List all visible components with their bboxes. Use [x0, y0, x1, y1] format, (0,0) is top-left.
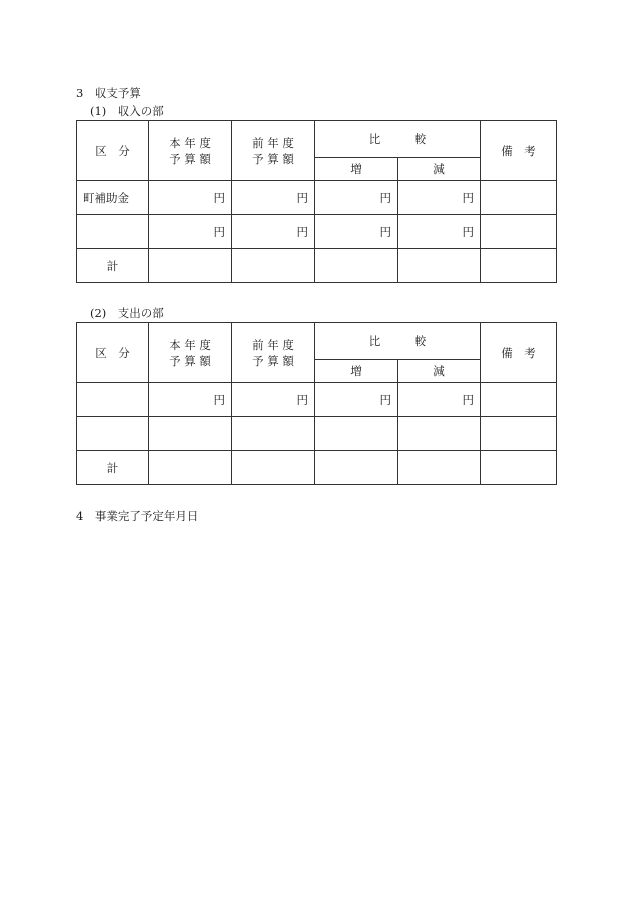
- row-current: 円: [149, 383, 232, 417]
- expense-section-title: (2) 支出の部: [90, 306, 164, 320]
- total-remarks: [481, 451, 557, 485]
- header-current-budget: [149, 121, 232, 181]
- total-remarks: [481, 249, 557, 283]
- total-decrease: [398, 249, 481, 283]
- expense-table: [76, 322, 557, 485]
- total-label: 計: [77, 451, 149, 485]
- total-increase: [315, 249, 398, 283]
- header-previous-line2: 予 算 額: [252, 151, 294, 166]
- row-increase: 円: [315, 215, 398, 249]
- header-increase: 増: [315, 158, 398, 181]
- row-decrease: [398, 417, 481, 451]
- row-remarks: [481, 417, 557, 451]
- row-category: 町補助金: [77, 181, 149, 215]
- header-current-line2: 予 算 額: [169, 151, 211, 166]
- header-decrease: 減: [398, 158, 481, 181]
- row-category: [77, 215, 149, 249]
- header-previous-budget: [232, 121, 315, 181]
- income-table: [76, 120, 557, 283]
- table-row: [77, 383, 557, 417]
- total-previous: [232, 249, 315, 283]
- table-header-row: [77, 121, 557, 158]
- row-category: [77, 383, 149, 417]
- header-previous-line1: 前 年 度: [252, 337, 294, 352]
- total-current: [149, 249, 232, 283]
- total-current: [149, 451, 232, 485]
- row-previous: 円: [232, 181, 315, 215]
- section-3-title: 3 収支予算: [76, 86, 141, 100]
- row-increase: [315, 417, 398, 451]
- row-category: [77, 417, 149, 451]
- total-label: 計: [77, 249, 149, 283]
- table-total-row: [77, 451, 557, 485]
- table-row: [77, 417, 557, 451]
- income-section-title: (1) 収入の部: [90, 104, 164, 118]
- row-increase: 円: [315, 383, 398, 417]
- header-decrease: 減: [398, 360, 481, 383]
- table-total-row: [77, 249, 557, 283]
- section-4-title: 4 事業完了予定年月日: [76, 509, 199, 523]
- row-decrease: 円: [398, 181, 481, 215]
- total-increase: [315, 451, 398, 485]
- header-remarks: 備 考: [481, 323, 557, 383]
- header-current-budget: [149, 323, 232, 383]
- row-previous: [232, 417, 315, 451]
- total-decrease: [398, 451, 481, 485]
- row-current: [149, 417, 232, 451]
- header-previous-line1: 前 年 度: [252, 135, 294, 150]
- row-current: 円: [149, 215, 232, 249]
- row-remarks: [481, 181, 557, 215]
- table-row: [77, 181, 557, 215]
- row-remarks: [481, 383, 557, 417]
- table-row: [77, 215, 557, 249]
- total-previous: [232, 451, 315, 485]
- row-current: 円: [149, 181, 232, 215]
- table-header-row: [77, 323, 557, 360]
- header-compare: 比 較: [315, 323, 481, 360]
- row-decrease: 円: [398, 215, 481, 249]
- header-previous-line2: 予 算 額: [252, 353, 294, 368]
- header-current-line1: 本 年 度: [169, 337, 211, 352]
- row-previous: 円: [232, 215, 315, 249]
- row-previous: 円: [232, 383, 315, 417]
- header-category: 区 分: [77, 121, 149, 181]
- header-previous-budget: [232, 323, 315, 383]
- header-remarks: 備 考: [481, 121, 557, 181]
- header-current-line2: 予 算 額: [169, 353, 211, 368]
- header-increase: 増: [315, 360, 398, 383]
- row-increase: 円: [315, 181, 398, 215]
- row-remarks: [481, 215, 557, 249]
- header-current-line1: 本 年 度: [169, 135, 211, 150]
- header-compare: 比 較: [315, 121, 481, 158]
- row-decrease: 円: [398, 383, 481, 417]
- header-category: 区 分: [77, 323, 149, 383]
